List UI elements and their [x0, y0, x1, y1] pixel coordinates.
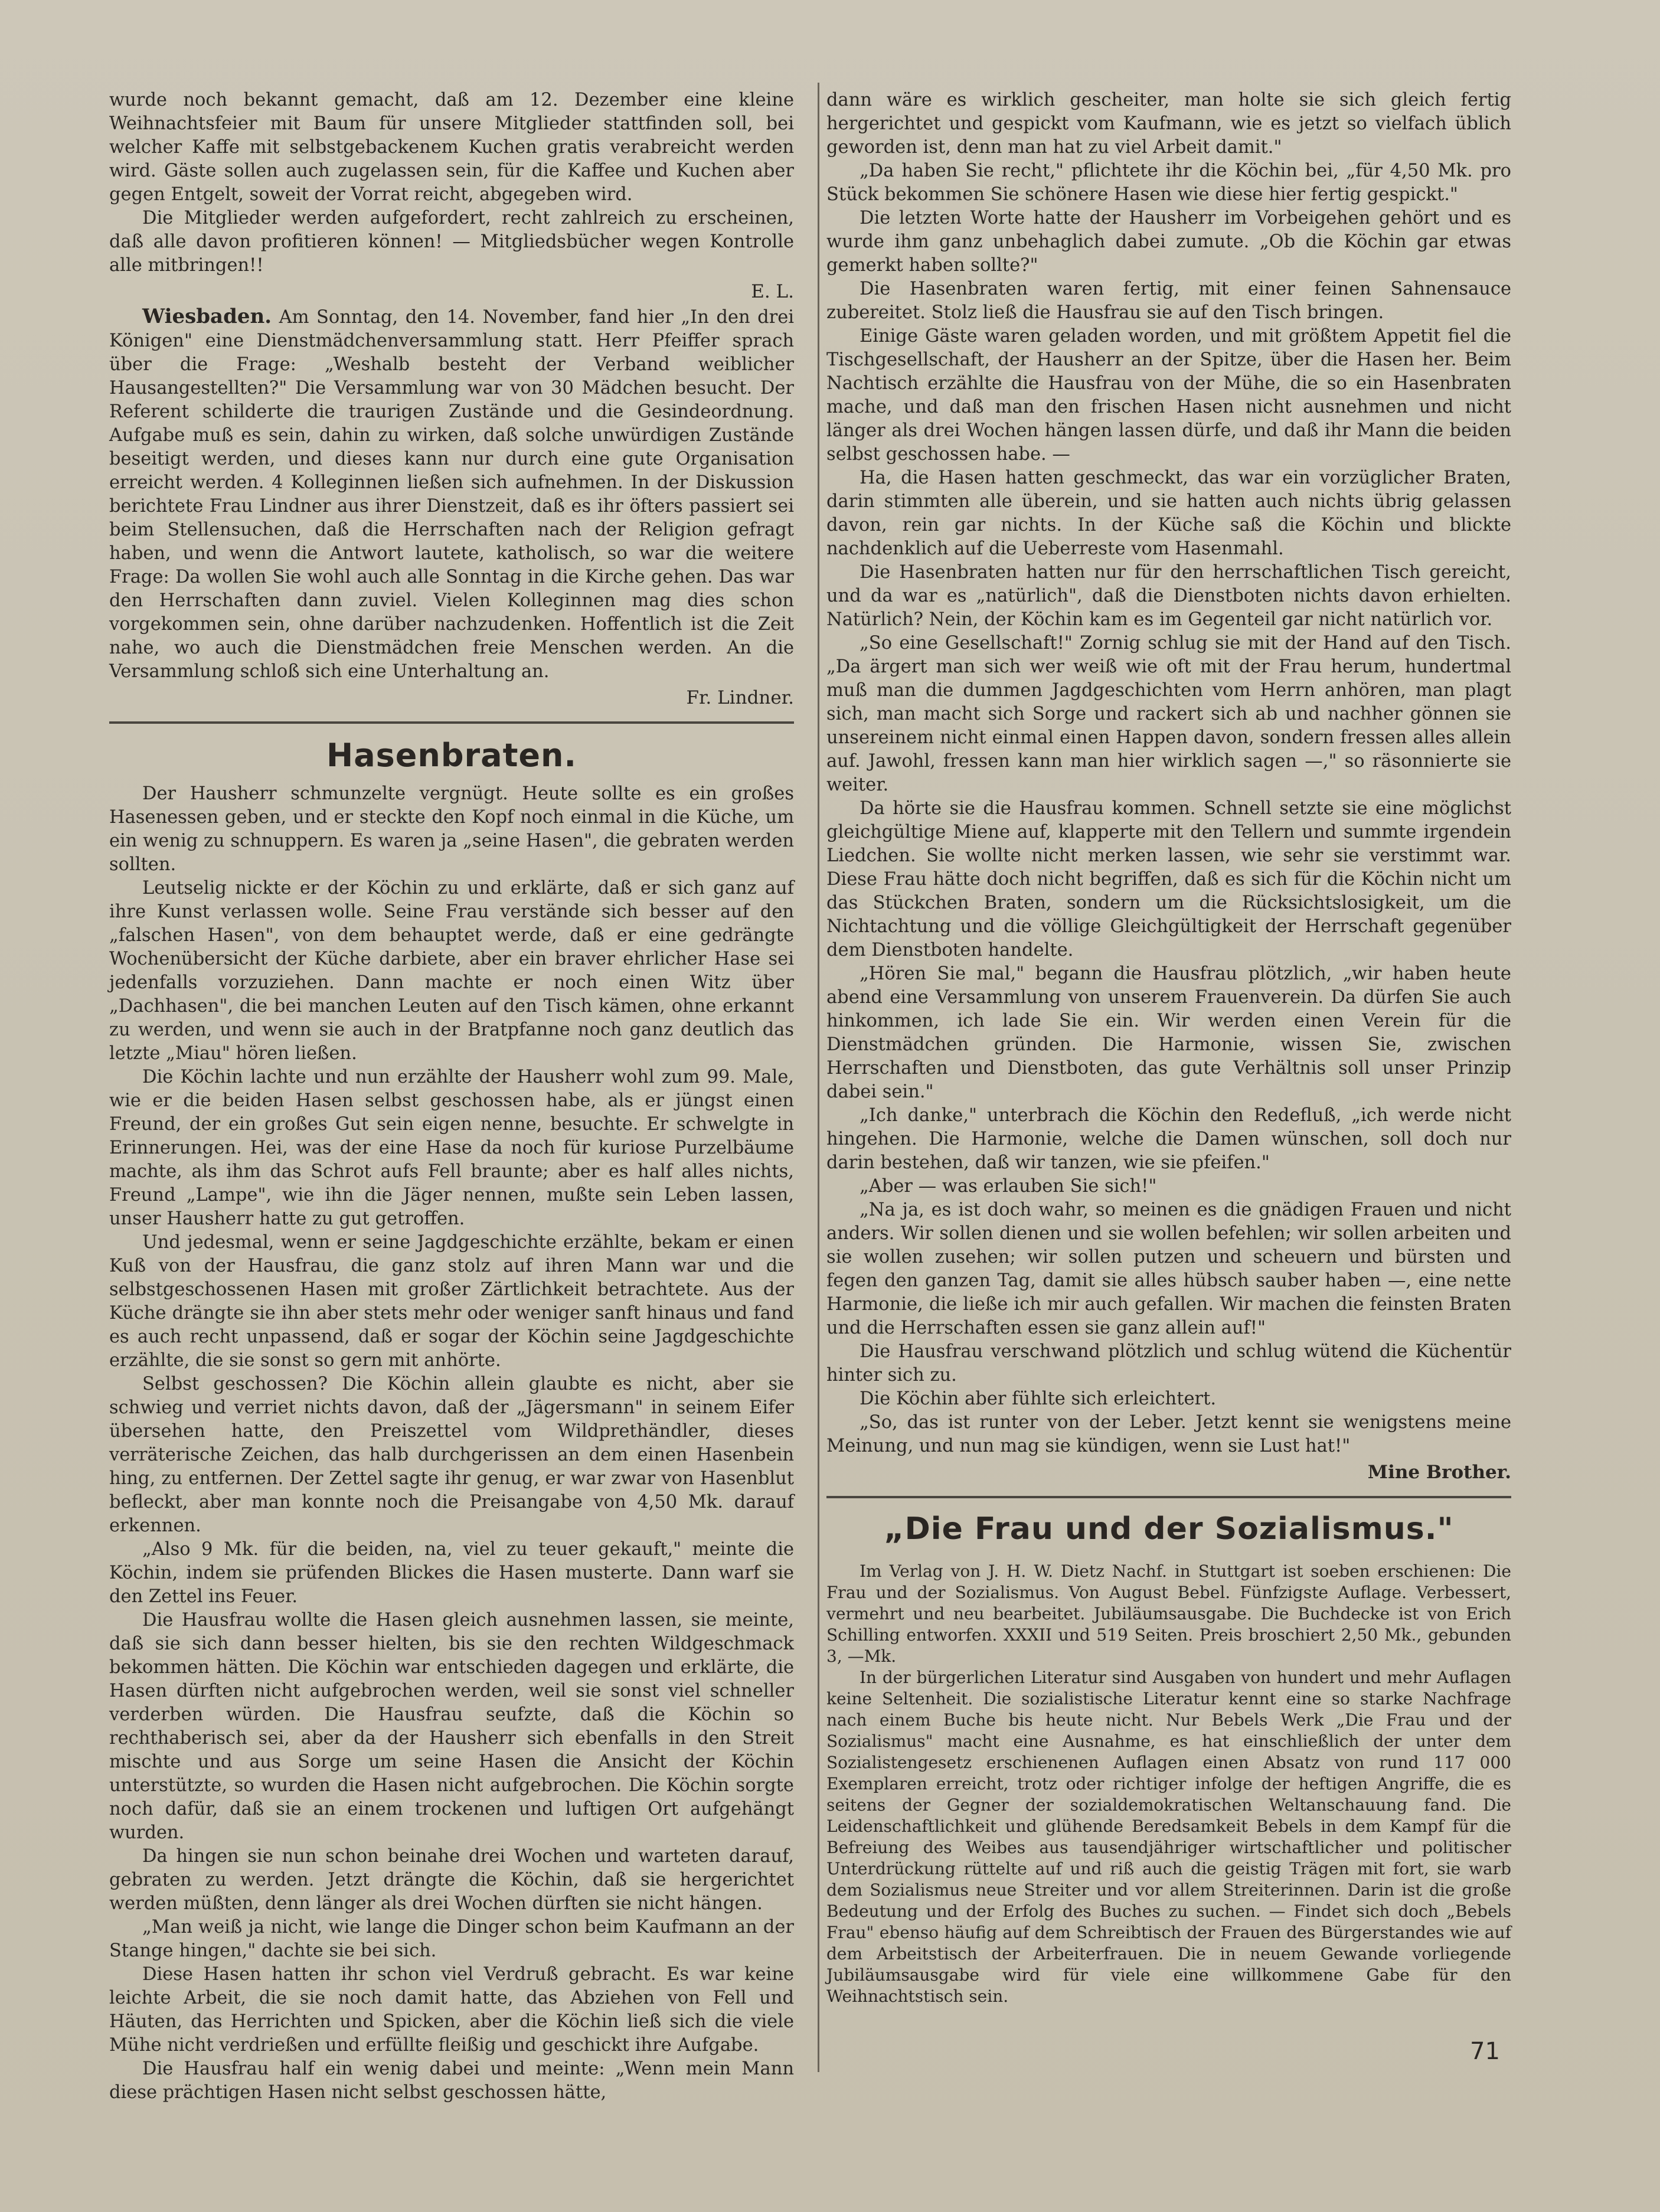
- story-paragraph: Ha, die Hasen hatten geschmeckt, das war ein vorzüglicher Braten, darin stimmten alle überein, und sie hatten auch nichts übrig gelassen davon, rein gar nichts. In der Küche saß die Köchin und blickte nachdenklich auf die Ueberreste vom Hasenmahl.: [826, 468, 1511, 559]
- story-paragraph: Selbst geschossen? Die Köchin allein glaubte es nicht, aber sie schwieg und verriet nichts davon, daß der „Jägersmann" in seinem Eifer übersehen hatte, den Preiszettel vom Wildprethändler, dieses verräterische Zeichen, das halb durchgerissen an dem einen Hasenbein hing, zu entfernen. Der Zettel sagte ihr genug, er war zwar von Hasenblut befleckt, aber man konnte noch die Preisangabe von 4,50 Mk. darauf erkennen.: [109, 1374, 794, 1536]
- story-paragraph: „Aber — was erlauben Sie sich!": [860, 1176, 1157, 1197]
- column-divider: [818, 83, 819, 2072]
- story-paragraph: Die Hasenbraten waren fertig, mit einer feinen Sahnensauce zubereitet. Stolz ließ die Hausfrau sie auf den Tisch bringen.: [826, 279, 1511, 323]
- meeting-notice-paragraph: wurde noch bekannt gemacht, daß am 12. Dezember eine kleine Weihnachtsfeier mit Baum für unsere Mitglieder stattfinden soll, bei welcher Kaffe mit selbstgebackenem Kuchen gratis verabreicht werden wird. Gäste sollen auch zugelassen sein, für die Kaffee und Kuchen aber gegen Entgelt, soweit der Vorrat reicht, abgegeben wird.: [109, 90, 794, 205]
- review-paragraph: Im Verlag von J. H. W. Dietz Nachf. in Stuttgart ist soeben erschienen: Die Frau und der Sozialismus. Von August Bebel. Fünfzigste Auflage. Verbessert, vermehrt und neu bearbeitet. Jubiläumsausgabe. Die Buchdecke ist von Erich Schilling entworfen. XXXII und 519 Seiten. Preis broschiert 2,50 Mk., gebunden 3, —Mk.: [826, 1561, 1511, 1666]
- review-paragraph: In der bürgerlichen Literatur sind Ausgaben von hundert und mehr Auflagen keine Seltenheit. Die sozialistische Literatur kennt eine so starke Nachfrage nach einem Buche bis heute nicht. Nur Bebels Werk „Die Frau und der Sozialismus" macht eine Ausnahme, es hat einschließlich der unter dem Sozialistengesetz erschienenen Auflagen einen Absatz von rund 117 000 Exemplaren erreicht, trotz oder richtiger infolge der heftigen Angriffe, die es seitens der Gegner der sozialdemokratischen Weltanschauung fand. Die Leidenschaftlichkeit und glühende Beredsamkeit Bebels in dem Kampf für die Befreiung des Weibes aus tausendjähriger wirtschaftlicher und politischer Unterdrückung rüttelte auf und riß auch die geistig Trägen mit fort, sie warb dem Sozialismus neue Streiter und vor allem Streiterinnen. Darin ist die große Bedeutung und der Erfolg des Buches zu suchen. — Findet sich doch „Bebels Frau" ebenso häufig auf dem Schreibtisch der Frauen des Bürgerstandes wie auf dem Arbeitstisch der Arbeiterfrauen. Die in neuem Gewande vorliegende Jubiläumsausgabe wird für viele eine willkommene Gabe für den Weihnachtstisch sein.: [826, 1668, 1511, 2006]
- section-rule: [826, 1496, 1511, 1498]
- left-column: [109, 89, 794, 2105]
- story-paragraph: Leutselig nickte er der Köchin zu und erklärte, daß er sich ganz auf ihre Kunst verlassen wolle. Seine Frau verstände sich besser auf den „falschen Hasen", von dem behauptet werde, daß er eine gedrängte Wochenübersicht der Küche darbiete, aber ein braver ehrlicher Hase sei jedenfalls vorzuziehen. Dann machte er noch einen Witz über „Dachhasen", die bei manchen Leuten auf den Tisch kämen, ohne erkannt zu werden, und wenn sie auch in der Bratpfanne noch ganz deutlich das letzte „Miau" hören ließen.: [109, 878, 794, 1064]
- story-paragraph: Die Hausfrau verschwand plötzlich und schlug wütend die Küchentür hinter sich zu.: [826, 1341, 1511, 1386]
- story-paragraph: „Na ja, es ist doch wahr, so meinen es die gnädigen Frauen und nicht anders. Wir sollen dienen und sie wollen befehlen; wir sollen arbeiten und sie wollen zusehen; wir sollen putzen und scheuern und bürsten und fegen den ganzen Tag, damit sie alles hübsch sauber haben —, eine nette Harmonie, die ließe ich mir auch gefallen. Wir machen die feinsten Braten und die Herrschaften essen sie ganz allein auf!": [826, 1200, 1511, 1338]
- story-paragraph: Einige Gäste waren geladen worden, und mit größtem Appetit fiel die Tischgesellschaft, der Hausherr an der Spitze, über die Hasen her. Beim Nachtisch erzählte die Hausfrau von der Mühe, die so ein Hasenbraten mache, und daß man den frischen Hasen nicht ausnehmen und nicht länger als drei Wochen hängen lassen dürfe, und daß ihr Mann die beiden selbst geschossen habe. —: [826, 326, 1511, 465]
- wiesbaden-report: [109, 305, 794, 684]
- story-paragraph: Da hingen sie nun schon beinahe drei Wochen und warteten darauf, gebraten zu werden. Jetzt drängte die Köchin, daß sie hergerichtet werden müßten, denn länger als drei Wochen dürften sie nicht hängen.: [109, 1846, 794, 1914]
- review-title: „Die Frau und der Sozialismus.": [884, 1511, 1454, 1547]
- story-paragraph: Die letzten Worte hatte der Hausherr im Vorbeigehen gehört und es wurde ihm ganz unbehaglich dabei zumute. „Ob die Köchin gar etwas gemerkt haben sollte?": [826, 208, 1511, 276]
- story-paragraph: Die Hausfrau wollte die Hasen gleich ausnehmen lassen, sie meinte, daß sie sich dann besser hielten, bis sie den rechten Wildgeschmack bekommen hätten. Die Köchin war entschieden dagegen und erklärte, die Hasen dürften nicht aufgebrochen werden, weil sie sonst viel schneller verderben würden. Die Hausfrau seufzte, daß die Köchin so rechthaberisch sei, aber da der Hausherr sich ebenfalls in den Streit mischte und aus Sorge um seine Hasen die Ansicht der Köchin unterstützte, so wurden die Hasen nicht aufgebrochen. Die Köchin sorgte noch dafür, daß sie an einem trockenen und luftigen Ort aufgehängt wurden.: [109, 1610, 794, 1843]
- story-paragraph: Und jedesmal, wenn er seine Jagdgeschichte erzählte, bekam er einen Kuß von der Hausfrau, die ganz stolz auf ihren Mann war und die selbstgeschossenen Hasen mit großer Zärtlichkeit betrachtete. Aus der Küche drängte sie ihn aber stets mehr oder weniger sanft hinaus und fand es auch recht unpassend, daß er sogar der Köchin seine Jagdgeschichte erzählte, die sie sonst so gern mit anhörte.: [109, 1232, 794, 1371]
- review-body: [826, 1561, 1511, 2007]
- story-paragraph: „So eine Gesellschaft!" Zornig schlug sie mit der Hand auf den Tisch. „Da ärgert man sich wer weiß wie oft mit der Frau herum, hundertmal muß man die dummen Jagdgeschichten vom Herrn anhören, man plagt sich, man macht sich Sorge und rackert sich ab und nachher gönnen sie unsereinem nicht einmal einen Happen davon, sondern fressen alles allein auf. Jawohl, fressen kann man hier wirklich sagen —," so räsonnierte sie weiter.: [826, 633, 1511, 795]
- story-title: Hasenbraten.: [326, 737, 577, 774]
- story-paragraph: Die Köchin lachte und nun erzählte der Hausherr wohl zum 99. Male, wie er die beiden Hasen selbst geschossen habe, als er jüngst einen Freund, der ein großes Gut sein eigen nenne, besuchte. Er schwelgte in Erinnerungen. Hei, was der eine Hase da noch für kuriose Purzelbäume machte, als ihm das Schrot aufs Fell braunte; aber es half alles nichts, Freund „Lampe", wie ihn die Jäger nennen, mußte sein Leben lassen, unser Hausherr hatte zu gut getroffen.: [109, 1067, 794, 1229]
- notice-signature: E. L.: [751, 281, 794, 302]
- story-paragraph: „Da haben Sie recht," pflichtete ihr die Köchin bei, „für 4,50 Mk. pro Stück bekommen Sie schönere Hasen wie diese hier fertig gespickt.": [826, 161, 1511, 205]
- story-paragraph: „So, das ist runter von der Leber. Jetzt kennt sie wenigstens meine Meinung, und nun mag sie kündigen, wenn sie Lust hat!": [826, 1412, 1511, 1456]
- story-paragraph: dann wäre es wirklich gescheiter, man holte sie sich gleich fertig hergerichtet und gespickt vom Kaufmann, wie es jetzt so vielfach üblich geworden ist, denn man hat zu viel Arbeit damit.": [826, 90, 1511, 158]
- wiesbaden-place: Wiesbaden.: [142, 305, 272, 328]
- story-paragraph: Der Hausherr schmunzelte vergnügt. Heute sollte es ein großes Hasenessen geben, und er steckte den Kopf noch einmal in die Küche, um ein wenig zu schnuppern. Es waren ja „seine Hasen", die gebraten werden sollten.: [109, 783, 794, 875]
- story-author: Mine Brother.: [1367, 1462, 1511, 1483]
- story-paragraph: Da hörte sie die Hausfrau kommen. Schnell setzte sie eine möglichst gleichgültige Miene auf, klapperte mit den Tellern und summte irgendein Liedchen. Sie wollte nicht merken lassen, wie sehr sie verstimmt war. Diese Frau hätte doch nicht begriffen, daß es sich für die Köchin nicht um das Stückchen Braten, sondern um die Rücksichtslosigkeit, um die Nichtachtung und die völlige Gleichgültigkeit der Herrschaft gegenüber dem Dienstboten handelte.: [826, 798, 1511, 960]
- story-paragraph: Die Hasenbraten hatten nur für den herrschaftlichen Tisch gereicht, und da war es „natürlich", daß die Dienstboten nichts davon erhielten. Natürlich? Nein, der Köchin kam es im Gegenteil gar nicht natürlich vor.: [826, 562, 1511, 630]
- story-paragraph: „Ich danke," unterbrach die Köchin den Redefluß, „ich werde nicht hingehen. Die Harmonie, welche die Damen wünschen, soll doch nur darin bestehen, daß wir tanzen, wie sie pfeifen.": [826, 1105, 1511, 1173]
- story-paragraph: „Also 9 Mk. für die beiden, na, viel zu teuer gekauft," meinte die Köchin, indem sie prüfenden Blickes die Hasen musterte. Dann warf sie den Zettel ins Feuer.: [109, 1539, 794, 1607]
- story-paragraph: „Man weiß ja nicht, wie lange die Dinger schon beim Kaufmann an der Stange hingen," dachte sie bei sich.: [109, 1917, 794, 1961]
- story-paragraph: Diese Hasen hatten ihr schon viel Verdruß gebracht. Es war keine leichte Arbeit, die sie noch damit hatte, das Abziehen von Fell und Häuten, das Herrichten und Spicken, aber die Köchin ließ sich die viele Mühe nicht verdrießen und erfüllte fleißig und geschickt ihre Aufgabe.: [109, 1964, 794, 2056]
- wiesbaden-text: Am Sonntag, den 14. November, fand hier „In den drei Königen" eine Dienstmädchenversammlung statt. Herr Pfeiffer sprach über die Frage: „Weshalb besteht der Verband weiblicher Hausangestellten?" Die Versammlung war von 30 Mädchen besucht. Der Referent schilderte die traurigen Zustände und die Gesindeordnung. Aufgabe muß es sein, dahin zu wirken, daß solche unwürdigen Zustände beseitigt werden, und dieses kann nur durch eine gute Organisation erreicht werden. 4 Kolleginnen ließen sich aufnehmen. In der Diskussion berichtete Frau Lindner aus ihrer Dienstzeit, daß es ihr öfters passiert sei beim Stellensuchen, daß die Herrschaften nach der Religion gefragt haben, und wenn die Antwort lautete, katholisch, so war die weitere Frage: Da wollen Sie wohl auch alle Sonntag in die Kirche gehen. Das war den Herrschaften dann zuviel. Vielen Kolleginnen mag dies schon vorgekommen sein, ohne darüber nachzudenken. Hoffentlich ist die Zeit nahe, wo auch die Dienstmädchen freie Menschen werden. An die Versammlung schloß sich eine Unterhaltung an.: [109, 307, 794, 682]
- story-paragraph: „Hören Sie mal," begann die Hausfrau plötzlich, „wir haben heute abend eine Versammlung von unserem Frauenverein. Da dürfen Sie auch hinkommen, ich lade Sie ein. Wir werden einen Verein für die Dienstmädchen gründen. Die Harmonie, wissen Sie, zwischen Herrschaften und Dienstboten, das gute Verhältnis soll unser Prinzip dabei sein.": [826, 963, 1511, 1102]
- wiesbaden-signature: Fr. Lindner.: [686, 687, 794, 708]
- section-rule: [109, 721, 794, 724]
- story-paragraph: Die Köchin aber fühlte sich erleichtert.: [860, 1388, 1217, 1409]
- right-column: [826, 89, 1511, 2007]
- meeting-notice-paragraph: Die Mitglieder werden aufgefordert, recht zahlreich zu erscheinen, daß alle davon profitieren können! — Mitgliedsbücher wegen Kontrolle alle mitbringen!!: [109, 208, 794, 276]
- page-number: 71: [1470, 2038, 1500, 2065]
- story-paragraph: Die Hausfrau half ein wenig dabei und meinte: „Wenn mein Mann diese prächtigen Hasen nicht selbst geschossen hätte,: [109, 2059, 794, 2103]
